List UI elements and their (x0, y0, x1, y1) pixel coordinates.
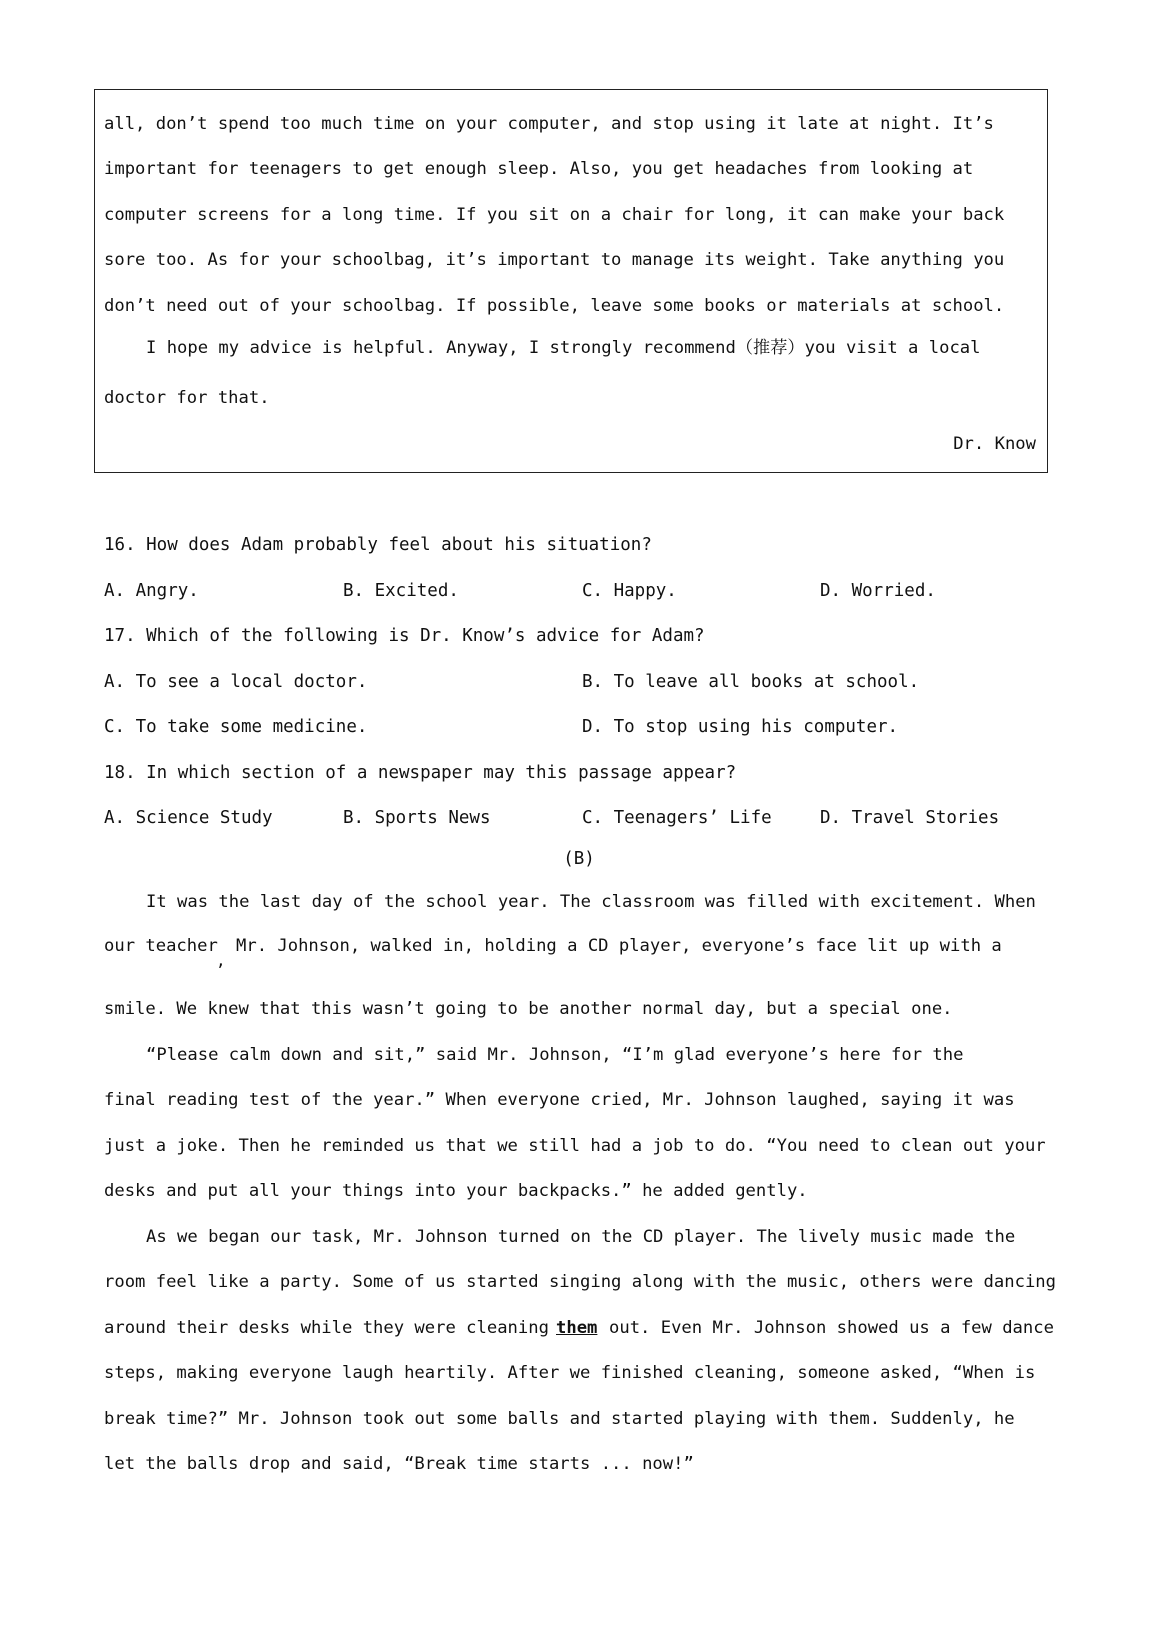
q17-option-c: C. To take some medicine. (104, 717, 368, 737)
letter-line-5: don’t need out of your schoolbag. If possible, leave some books or materials at school. (104, 296, 1005, 316)
passage-b-line-1: It was the last day of the school year. The classroom was filled with excitement. When (146, 892, 1036, 912)
question-18-stem: 18. In which section of a newspaper may this passage appear? (104, 763, 737, 783)
letter-line-1: all, don’t spend too much time on your computer, and stop using it late at night. It’s (104, 114, 994, 134)
passage-b-line-8: As we began our task, Mr. Johnson turned on the CD player. The lively music made the (146, 1227, 1016, 1247)
section-b-heading: (B) (563, 849, 595, 869)
letter-line-2: important for teenagers to get enough sleep. Also, you get headaches from looking at (104, 159, 974, 179)
letter-line-3: computer screens for a long time. If you sit on a chair for long, it can make your back (104, 205, 1005, 225)
q18-option-d: D. Travel Stories (820, 808, 1000, 828)
passage-b-line-10a: around their desks while they were cleaning (104, 1318, 549, 1338)
passage-b-line-13: let the balls drop and said, “Break time starts ... now!” (104, 1454, 694, 1474)
q17-option-b: B. To leave all books at school. (582, 672, 920, 692)
passage-b-line-4: “Please calm down and sit,” said Mr. Johnson, “I’m glad everyone’s here for the (146, 1045, 964, 1065)
passage-b-line-5: final reading test of the year.” When everyone cried, Mr. Johnson laughed, saying it was (104, 1090, 1015, 1110)
letter-line-7: doctor for that. (104, 388, 270, 408)
question-16-stem: 16. How does Adam probably feel about his situation? (104, 535, 652, 555)
passage-b-line-6: just a joke. Then he reminded us that we still had a job to do. “You need to clean out your (104, 1136, 1046, 1156)
q16-option-b: B. Excited. (343, 581, 459, 601)
passage-b-line-11: steps, making everyone laugh heartily. After we finished cleaning, someone asked, “When is (104, 1363, 1036, 1383)
misplaced-comma: , (216, 951, 226, 970)
question-17-stem: 17. Which of the following is Dr. Know’s advice for Adam? (104, 626, 705, 646)
letter-line-4: sore too. As for your schoolbag, it’s important to manage its weight. Take anything you (104, 250, 1005, 270)
q16-option-d: D. Worried. (820, 581, 936, 601)
advice-letter-box (94, 89, 1048, 473)
q16-option-c: C. Happy. (582, 581, 677, 601)
q18-option-b: B. Sports News (343, 808, 491, 828)
passage-b-line-7: desks and put all your things into your backpacks.” he added gently. (104, 1181, 808, 1201)
letter-signature: Dr. Know (953, 434, 1036, 454)
q16-option-a: A. Angry. (104, 581, 199, 601)
q17-option-a: A. To see a local doctor. (104, 672, 368, 692)
passage-b-line-12: break time?” Mr. Johnson took out some balls and started playing with them. Suddenly, he (104, 1409, 1015, 1429)
q18-option-c: C. Teenagers’ Life (582, 808, 772, 828)
passage-b-line-10b: out. Even Mr. Johnson showed us a few dance (609, 1318, 1054, 1338)
q17-option-d: D. To stop using his computer. (582, 717, 899, 737)
passage-b-line-9: room feel like a party. Some of us started singing along with the music, others were dancing (104, 1272, 1056, 1292)
passage-b-line-2a: our teacher (104, 936, 218, 956)
q18-option-a: A. Science Study (104, 808, 273, 828)
passage-b-line-2b: Mr. Johnson, walked in, holding a CD player, everyone’s face lit up with a (236, 936, 1002, 956)
underlined-word-them: them (556, 1318, 598, 1338)
passage-b-line-3: smile. We knew that this wasn’t going to be another normal day, but a special one. (104, 999, 953, 1019)
letter-line-6: I hope my advice is helpful. Anyway, I strongly recommend（推荐）you visit a local (146, 338, 981, 358)
